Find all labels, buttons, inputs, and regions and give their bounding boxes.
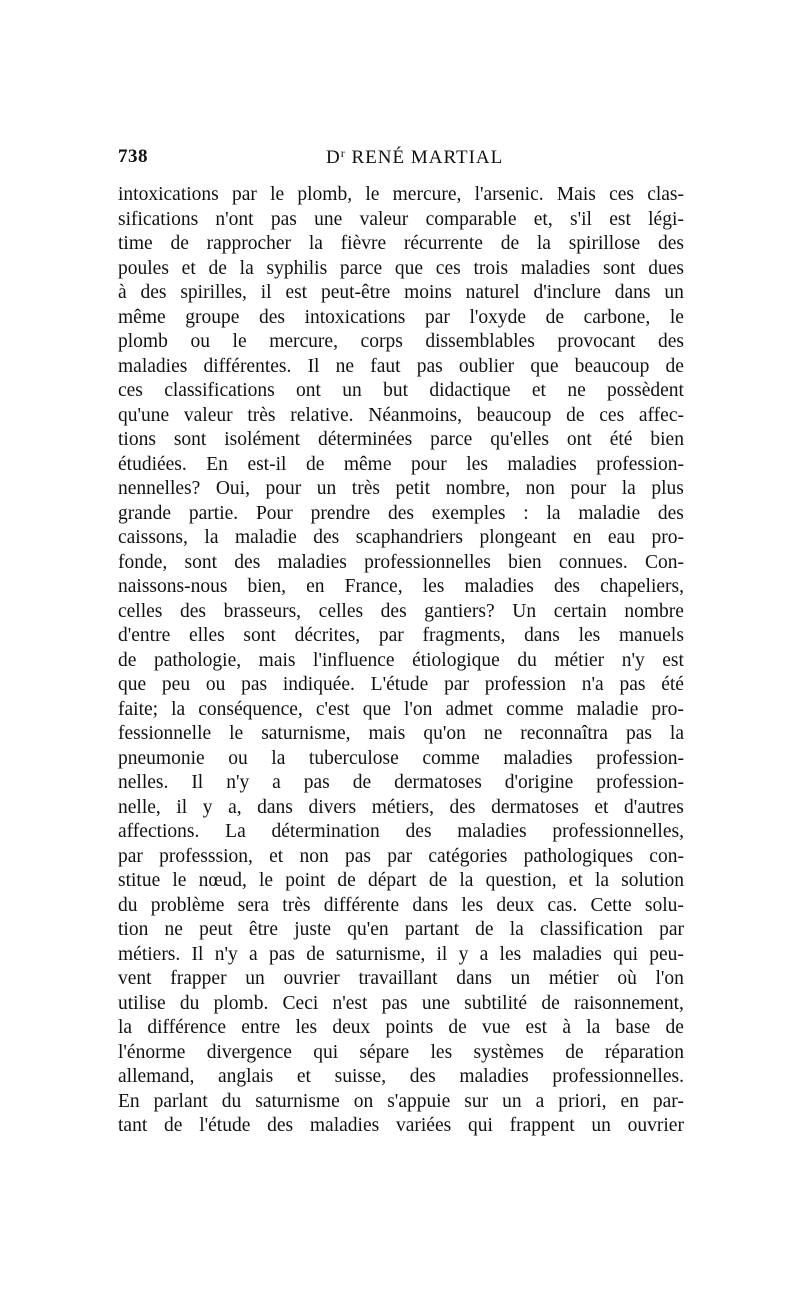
- author-prefix: D: [326, 147, 341, 168]
- text-line: fonde, sont des maladies professionnelles bien connues. Con-: [118, 551, 684, 573]
- header-title: [326, 146, 503, 169]
- text-line: intoxications par le plomb, le mercure, l'arsenic. Mais ces clas-: [118, 184, 684, 205]
- text-line: maladies différentes. Il ne faut pas oublier que beaucoup de: [118, 355, 684, 377]
- text-line: à des spirilles, il est peut-être moins naturel d'inclure dans un: [118, 282, 684, 303]
- text-line: tant de l'étude des maladies variées qui frappent un ouvrier: [118, 1115, 684, 1136]
- author-name: RENÉ MARTIAL: [351, 147, 504, 168]
- text-line: fessionnelle le saturnisme, mais qu'on ne reconnaîtra pas la: [118, 723, 684, 744]
- text-line: ces classifications ont un but didactique et ne possèdent: [118, 380, 684, 401]
- text-line: celles des brasseurs, celles des gantiers? Un certain nombre: [118, 600, 684, 622]
- text-line: plomb ou le mercure, corps dissemblables provocant des: [118, 331, 684, 352]
- text-line: caissons, la maladie des scaphandriers plongeant en eau pro-: [118, 527, 684, 548]
- text-line: sifications n'ont pas une valeur comparable et, s'il est légi-: [118, 208, 684, 230]
- text-line: la différence entre les deux points de vue est à la base de: [118, 1017, 684, 1038]
- text-line: de pathologie, mais l'influence étiologique du métier n'y est: [118, 649, 684, 671]
- text-line: du problème sera très différente dans les deux cas. Cette solu-: [118, 894, 684, 916]
- text-line: métiers. Il n'y a pas de saturnisme, il y a les maladies qui peu-: [118, 943, 684, 965]
- text-line: l'énorme divergence qui sépare les systèmes de réparation: [118, 1041, 684, 1063]
- page-number: 738: [118, 146, 148, 167]
- text-line: faite; la conséquence, c'est que l'on admet comme maladie pro-: [118, 698, 684, 720]
- body-text: [118, 183, 684, 1139]
- text-line: stitue le nœud, le point de départ de la question, et la solution: [118, 870, 684, 891]
- text-line: grande partie. Pour prendre des exemples : la maladie des: [118, 502, 684, 524]
- text-line: qu'une valeur très relative. Néanmoins, beaucoup de ces affec-: [118, 404, 684, 426]
- text-line: time de rapprocher la fièvre récurrente de la spirillose des: [118, 233, 684, 254]
- text-line: naissons-nous bien, en France, les maladies des chapeliers,: [118, 576, 684, 597]
- text-line: poules et de la syphilis parce que ces trois maladies sont dues: [118, 257, 684, 279]
- text-line: tion ne peut être juste qu'en partant de la classification par: [118, 919, 684, 940]
- text-line: pneumonie ou la tuberculose comme maladies profession-: [118, 747, 684, 769]
- text-line: allemand, anglais et suisse, des maladies professionnelles.: [118, 1066, 684, 1087]
- text-line: nennelles? Oui, pour un très petit nombre, non pour la plus: [118, 478, 684, 499]
- text-line: que peu ou pas indiquée. L'étude par profession n'a pas été: [118, 674, 684, 695]
- text-line: même groupe des intoxications par l'oxyde de carbone, le: [118, 306, 684, 328]
- text-line: nelles. Il n'y a pas de dermatoses d'origine profession-: [118, 772, 684, 793]
- text-line: par professsion, et non pas par catégories pathologiques con-: [118, 845, 684, 867]
- running-head: [118, 146, 684, 172]
- text-line: tions sont isolément déterminées parce qu'elles ont été bien: [118, 429, 684, 450]
- text-line: utilise du plomb. Ceci n'est pas une subtilité de raisonnement,: [118, 992, 684, 1014]
- text-line: vent frapper un ouvrier travaillant dans un métier où l'on: [118, 968, 684, 989]
- text-line: d'entre elles sont décrites, par fragments, dans les manuels: [118, 625, 684, 646]
- text-line: En parlant du saturnisme on s'appuie sur un a priori, en par-: [118, 1090, 684, 1112]
- text-line: étudiées. En est-il de même pour les maladies profession-: [118, 453, 684, 475]
- text-line: nelle, il y a, dans divers métiers, des dermatoses et d'autres: [118, 796, 684, 818]
- author-prefix-superscript: r: [340, 146, 346, 160]
- text-line: affections. La détermination des maladies professionnelles,: [118, 821, 684, 842]
